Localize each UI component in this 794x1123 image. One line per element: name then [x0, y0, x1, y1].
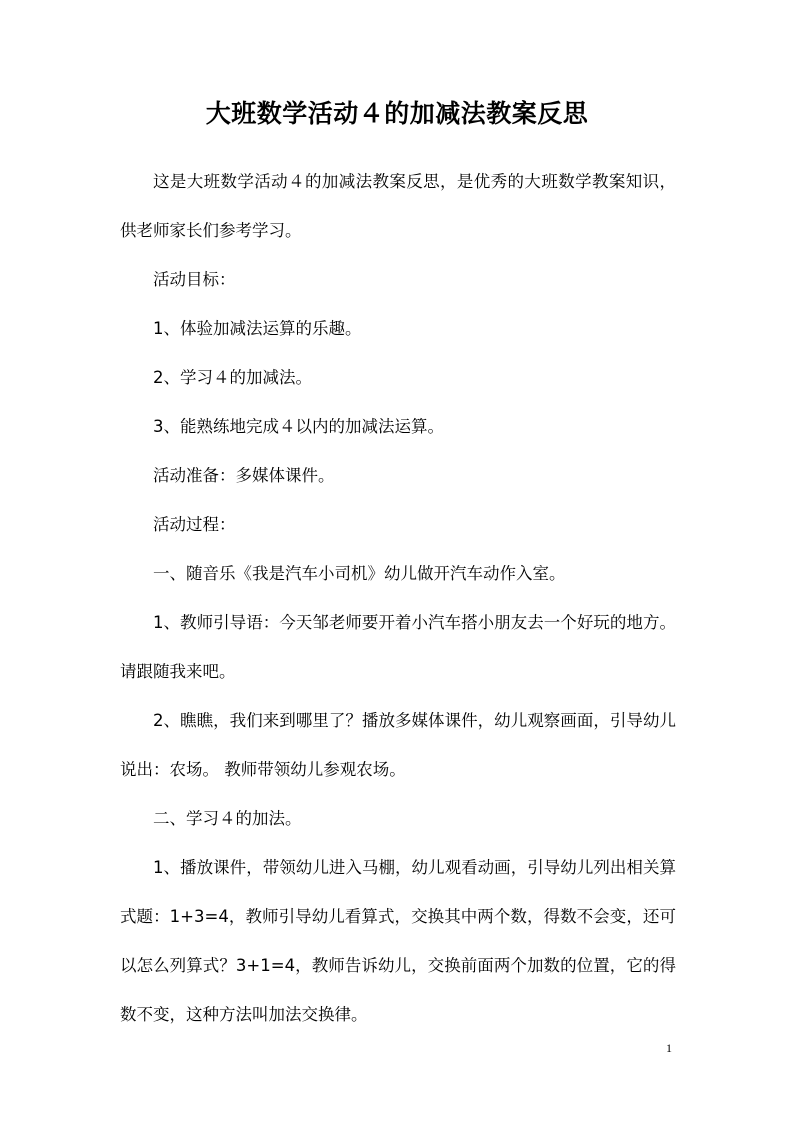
process-substep-2-1: 1、播放课件，带领幼儿进入马棚，幼儿观看动画，引导幼儿列出相关算式题：1+3=4，教师引导幼儿看算式，交换其中两个数，得数不会变，还可以怎么列算式？3+1=4，教师告诉幼儿，交换前面两个加数的位置，它的得数不变，这种方法叫加法交换律。 [120, 858, 676, 1024]
goal-item-2: 2、学习４的加减法。 [153, 368, 312, 387]
section-heading-process: 活动过程： [153, 515, 236, 534]
goal-item-3: 3、能熟练地完成４以内的加减法运算。 [153, 417, 444, 436]
page-number: 1 [666, 1041, 672, 1055]
process-substep-1-2: 2、瞧瞧，我们来到哪里了？播放多媒体课件，幼儿观察画面，引导幼儿说出：农场。 教师带领幼儿参观农场。 [120, 711, 676, 779]
section-heading-goals: 活动目标： [153, 270, 236, 289]
process-step-1: 一、随音乐《我是汽车小司机》幼儿做开汽车动作入室。 [153, 564, 566, 583]
goal-item-1: 1、体验加减法运算的乐趣。 [153, 319, 362, 338]
process-substep-1-1: 1、教师引导语：今天邹老师要开着小汽车搭小朋友去一个好玩的地方。请跟随我来吧。 [120, 613, 676, 681]
preparation-paragraph: 活动准备：多媒体课件。 [153, 466, 335, 485]
process-step-2: 二、学习４的加法。 [153, 809, 302, 828]
intro-paragraph: 这是大班数学活动４的加减法教案反思，是优秀的大班数学教案知识，供老师家长们参考学习。 [120, 172, 676, 240]
page-title: 大班数学活动４的加减法教案反思 [205, 99, 589, 128]
document-body [120, 157, 676, 1039]
